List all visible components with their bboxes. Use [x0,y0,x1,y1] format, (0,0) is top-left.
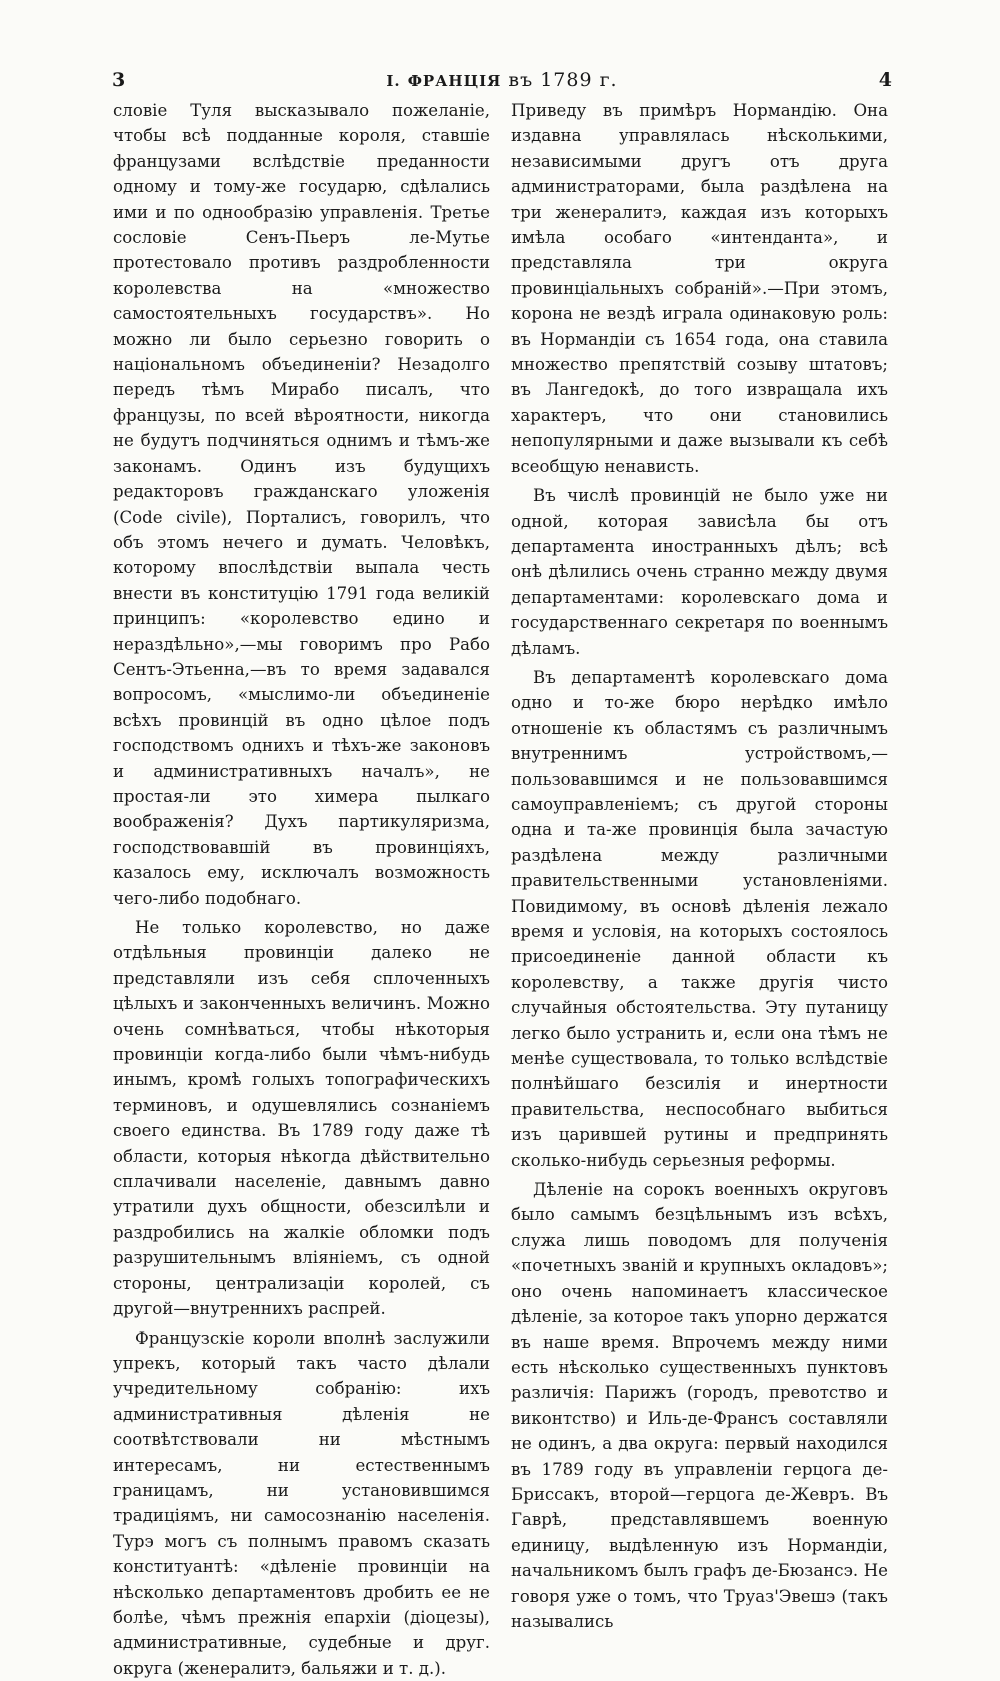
right-column [511,98,888,1634]
title-main: ФРАНЦІЯ [408,72,502,90]
title-prefix: I. [386,72,400,90]
paragraph: словіе Туля высказывало пожеланіе, чтобы всѣ подданные короля, ставшіе французами вслѣдствіе преданности одному и тому-же государю, сдѣлались ими и по однообразію управленія. Третье сословіе Сенъ-Пьеръ ле-Мутье протестовало противъ раздробленности королевства на «множество самостоятельныхъ государствъ». Но можно ли было серьезно говорить о національномъ объединеніи? Незадолго передъ тѣмъ Мирабо писалъ, что французы, по всей вѣроятности, никогда не будутъ подчиняться однимъ и тѣмъ-же законамъ. Одинъ изъ будущихъ редакторовъ гражданскаго уложенія (Code civile), Порталисъ, говорилъ, что объ этомъ нечего и думать. Человѣкъ, которому впослѣдствіи выпала честь внести въ конституцію 1791 года великій принципъ: «королевство едино и нераздѣльно»,—мы говоримъ про Рабо Сентъ-Этьенна,—въ то время задавался вопросомъ, «мыслимо-ли объединеніе всѣхъ провинцій въ одно цѣлое подъ господствомъ однихъ и тѣхъ-же законовъ и административныхъ началъ», не простая-ли это химера пылкаго воображенія? Духъ партикуляризма, господствовавшій въ провинціяхъ, казалось ему, исключалъ возможность чего-либо подобнаго. [113,98,490,911]
left-column [113,98,490,1681]
paragraph: Французскіе короли вполнѣ заслужили упрекъ, который такъ часто дѣлали учредительному собранію: ихъ административныя дѣленія не соотвѣтствовали ни мѣстнымъ интересамъ, ни естественнымъ границамъ, ни установившимся традиціямъ, ни самосознанію населенія. Турэ могъ съ полнымъ правомъ сказать конституантѣ: «дѣленіе провинціи на нѣсколько департаментовъ дробить ее не болѣе, чѣмъ прежнія епархіи (діоцезы), административные, судебные и друг. округа (женералитэ, бальяжи и т. д.). [113,1326,490,1681]
paragraph: Дѣленіе на сорокъ военныхъ округовъ было самымъ безцѣльнымъ изъ всѣхъ, служа лишь поводомъ для полученія «почетныхъ званій и крупныхъ окладовъ»; оно очень напоминаетъ классическое дѣленіе, за которое такъ упорно держатся въ наше время. Впрочемъ между ними есть нѣсколько существенныхъ пунктовъ различія: Парижъ (городъ, превотство и виконтство) и Иль-де-Франсъ составляли не одинъ, а два округа: первый находился въ 1789 году въ управленіи герцога де-Бриссакъ, второй—герцога де-Жевръ. Въ Гаврѣ, представлявшемъ военную единицу, выдѣленную изъ Нормандіи, начальникомъ былъ графъ де-Бюзансэ. Не говоря уже о томъ, что Труаз'Эвешэ (такъ назывались [511,1177,888,1634]
page-number-left: 3 [112,66,125,94]
paragraph: Приведу въ примѣръ Нормандію. Она издавна управлялась нѣсколькими, независимыми другъ отъ друга администраторами, была раздѣлена на три женералитэ, каждая изъ которыхъ имѣла особаго «интенданта», и представляла три округа провинціальныхъ собраній».—При этомъ, корона не вездѣ играла одинаковую роль: въ Нормандіи съ 1654 года, она ставила множество препятствій созыву штатовъ; въ Лангедокѣ, до того извращала ихъ характеръ, что они становились непопулярными и даже вызывали къ себѣ всеобщую ненависть. [511,98,888,479]
paragraph: Въ числѣ провинцій не было уже ни одной, которая зависѣла бы отъ департамента иностранныхъ дѣлъ; всѣ онѣ дѣлились очень странно между двумя департаментами: королевскаго дома и государственнаго секретаря по военнымъ дѣламъ. [511,483,888,661]
paragraph: Въ департаментѣ королевскаго дома одно и то-же бюро нерѣдко имѣло отношеніе къ областямъ съ различнымъ внутреннимъ устройствомъ,—пользовавшимся и не пользовавшимся самоуправленіемъ; съ другой стороны одна и та-же провинція была зачастую раздѣлена между различными правительственными установленіями. Повидимому, въ основѣ дѣленія лежало время и условія, на которыхъ состоялось присоединеніе данной области къ королевству, а также другія чисто случайныя обстоятельства. Эту путаницу легко было устранить и, если она тѣмъ не менѣе существовала, то только вслѣдствіе полнѣйшаго безсилія и инертности правительства, неспособнаго выбиться изъ царившей рутины и предпринять сколько-нибудь серьезныя реформы. [511,665,888,1173]
paragraph: Не только королевство, но даже отдѣльныя провинціи далеко не представляли изъ себя сплоченныхъ цѣлыхъ и законченныхъ величинъ. Можно очень сомнѣваться, чтобы нѣкоторыя провинціи когда-либо были чѣмъ-нибудь инымъ, кромѣ голыхъ топографическихъ терминовъ, и одушевлялись сознаніемъ своего единства. Въ 1789 году даже тѣ области, которыя нѣкогда дѣйствительно сплачивали населеніе, давнымъ давно утратили духъ общности, обезсилѣли и раздробились на жалкіе обломки подъ разрушительнымъ вліяніемъ, съ одной стороны, централизаціи королей, съ другой—внутреннихъ распрей. [113,915,490,1322]
title-suffix: въ 1789 г. [508,69,617,91]
running-header [112,66,892,94]
page-number-right: 4 [879,66,892,94]
running-title [112,66,892,95]
